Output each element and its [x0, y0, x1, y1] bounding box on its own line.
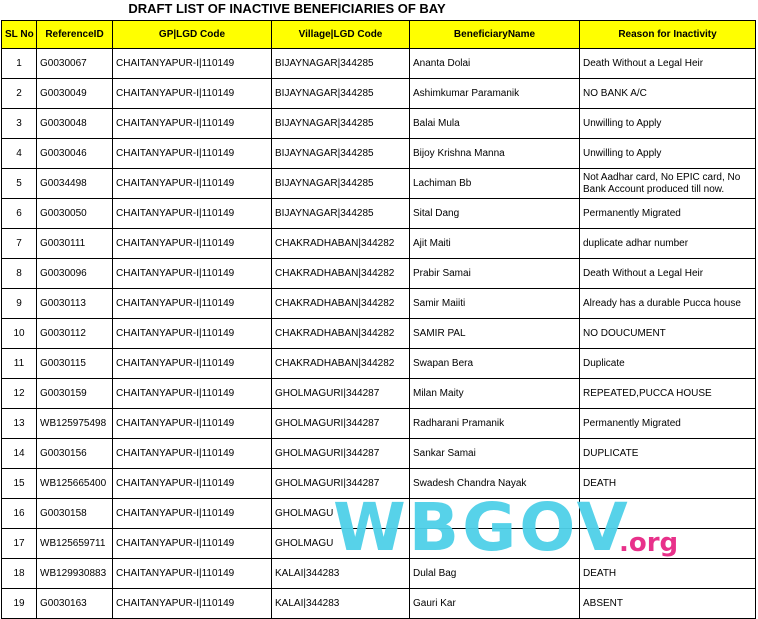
watermark-suffix-text: .org	[619, 528, 679, 558]
gp-cell: CHAITANYAPUR-I|110149	[113, 349, 272, 379]
beneficiary-name-cell: Balai Mula	[410, 109, 580, 139]
beneficiaries-table	[1, 20, 756, 619]
village-cell: GHOLMAGU	[272, 499, 410, 529]
reference-id-cell: WB125659711	[37, 529, 113, 559]
gp-cell: CHAITANYAPUR-I|110149	[113, 409, 272, 439]
sl-no-cell: 1	[2, 49, 37, 79]
beneficiary-name-cell: Prabir Samai	[410, 259, 580, 289]
gp-cell: CHAITANYAPUR-I|110149	[113, 109, 272, 139]
village-cell: BIJAYNAGAR|344285	[272, 199, 410, 229]
gp-cell: CHAITANYAPUR-I|110149	[113, 199, 272, 229]
reason-cell: DEATH	[580, 469, 756, 499]
sl-no-cell: 5	[2, 169, 37, 199]
sl-no-cell: 4	[2, 139, 37, 169]
beneficiary-name-cell	[410, 499, 580, 529]
reason-cell: Already has a durable Pucca house	[580, 289, 756, 319]
beneficiary-name-cell: Radharani Pramanik	[410, 409, 580, 439]
sl-no-cell: 13	[2, 409, 37, 439]
beneficiary-name-cell: SAMIR PAL	[410, 319, 580, 349]
village-cell: BIJAYNAGAR|344285	[272, 139, 410, 169]
gp-cell: CHAITANYAPUR-I|110149	[113, 589, 272, 619]
village-cell: GHOLMAGU	[272, 529, 410, 559]
sl-no-cell: 9	[2, 289, 37, 319]
table-row	[2, 229, 756, 259]
watermark-main-text: WBGOV	[333, 489, 631, 566]
reason-cell	[580, 499, 756, 529]
beneficiary-name-cell: Dulal Bag	[410, 559, 580, 589]
col-header-beneficiary-name: BeneficiaryName	[410, 21, 580, 49]
reason-cell: DUPLICATE	[580, 439, 756, 469]
reference-id-cell: G0030163	[37, 589, 113, 619]
table-row	[2, 439, 756, 469]
village-cell: GHOLMAGURI|344287	[272, 469, 410, 499]
beneficiary-name-cell	[410, 529, 580, 559]
gp-cell: CHAITANYAPUR-I|110149	[113, 229, 272, 259]
col-header-gp-lgd-code: GP|LGD Code	[113, 21, 272, 49]
table-body	[2, 49, 756, 619]
col-header-village-lgd-code: Village|LGD Code	[272, 21, 410, 49]
reason-cell: Death Without a Legal Heir	[580, 259, 756, 289]
beneficiary-name-cell: Samir Maiiti	[410, 289, 580, 319]
reference-id-cell: G0030112	[37, 319, 113, 349]
table-row	[2, 469, 756, 499]
village-cell: CHAKRADHABAN|344282	[272, 319, 410, 349]
village-cell: BIJAYNAGAR|344285	[272, 169, 410, 199]
reason-cell: DEATH	[580, 559, 756, 589]
sl-no-cell: 18	[2, 559, 37, 589]
table-row	[2, 349, 756, 379]
village-cell: CHAKRADHABAN|344282	[272, 259, 410, 289]
reason-cell: Not Aadhar card, No EPIC card, No Bank Account produced till now.	[580, 169, 756, 199]
gp-cell: CHAITANYAPUR-I|110149	[113, 289, 272, 319]
table-header-row	[2, 21, 756, 49]
page-title-text: DRAFT LIST OF INACTIVE BENEFICIARIES OF BAY	[128, 1, 446, 16]
sl-no-cell: 8	[2, 259, 37, 289]
beneficiary-name-cell: Sankar Samai	[410, 439, 580, 469]
reason-cell: NO DOUCUMENT	[580, 319, 756, 349]
sl-no-cell: 2	[2, 79, 37, 109]
table-row	[2, 259, 756, 289]
village-cell: GHOLMAGURI|344287	[272, 409, 410, 439]
reference-id-cell: G0034498	[37, 169, 113, 199]
reference-id-cell: G0030050	[37, 199, 113, 229]
reason-cell: Unwilling to Apply	[580, 109, 756, 139]
beneficiary-name-cell: Bijoy Krishna Manna	[410, 139, 580, 169]
sl-no-cell: 19	[2, 589, 37, 619]
reference-id-cell: G0030158	[37, 499, 113, 529]
table-row	[2, 589, 756, 619]
table-row	[2, 529, 756, 559]
reason-cell: NO BANK A/C	[580, 79, 756, 109]
village-cell: CHAKRADHABAN|344282	[272, 349, 410, 379]
village-cell: CHAKRADHABAN|344282	[272, 229, 410, 259]
reason-cell: Death Without a Legal Heir	[580, 49, 756, 79]
table-row	[2, 289, 756, 319]
village-cell: CHAKRADHABAN|344282	[272, 289, 410, 319]
beneficiary-name-cell: Milan Maity	[410, 379, 580, 409]
sl-no-cell: 6	[2, 199, 37, 229]
table-row	[2, 169, 756, 199]
gp-cell: CHAITANYAPUR-I|110149	[113, 439, 272, 469]
sl-no-cell: 12	[2, 379, 37, 409]
table-row	[2, 409, 756, 439]
reference-id-cell: G0030115	[37, 349, 113, 379]
gp-cell: CHAITANYAPUR-I|110149	[113, 529, 272, 559]
table-row	[2, 109, 756, 139]
reference-id-cell: G0030048	[37, 109, 113, 139]
page-title	[0, 0, 758, 18]
table-row	[2, 139, 756, 169]
village-cell: KALAI|344283	[272, 589, 410, 619]
reason-cell: duplicate adhar number	[580, 229, 756, 259]
reference-id-cell: G0030049	[37, 79, 113, 109]
gp-cell: CHAITANYAPUR-I|110149	[113, 379, 272, 409]
sl-no-cell: 14	[2, 439, 37, 469]
sl-no-cell: 10	[2, 319, 37, 349]
village-cell: GHOLMAGURI|344287	[272, 379, 410, 409]
village-cell: BIJAYNAGAR|344285	[272, 49, 410, 79]
reason-cell: Unwilling to Apply	[580, 139, 756, 169]
table-row	[2, 559, 756, 589]
village-cell: KALAI|344283	[272, 559, 410, 589]
village-cell: BIJAYNAGAR|344285	[272, 109, 410, 139]
table-row	[2, 319, 756, 349]
reference-id-cell: G0030113	[37, 289, 113, 319]
reference-id-cell: G0030096	[37, 259, 113, 289]
gp-cell: CHAITANYAPUR-I|110149	[113, 559, 272, 589]
reason-cell: Duplicate	[580, 349, 756, 379]
gp-cell: CHAITANYAPUR-I|110149	[113, 79, 272, 109]
gp-cell: CHAITANYAPUR-I|110149	[113, 169, 272, 199]
reference-id-cell: G0030067	[37, 49, 113, 79]
sl-no-cell: 17	[2, 529, 37, 559]
reason-cell: REPEATED,PUCCA HOUSE	[580, 379, 756, 409]
gp-cell: CHAITANYAPUR-I|110149	[113, 499, 272, 529]
beneficiary-name-cell: Sital Dang	[410, 199, 580, 229]
col-header-sl-no: SL No	[2, 21, 37, 49]
sl-no-cell: 3	[2, 109, 37, 139]
beneficiary-name-cell: Swadesh Chandra Nayak	[410, 469, 580, 499]
sl-no-cell: 7	[2, 229, 37, 259]
gp-cell: CHAITANYAPUR-I|110149	[113, 259, 272, 289]
sl-no-cell: 15	[2, 469, 37, 499]
table-row	[2, 379, 756, 409]
beneficiary-name-cell: Lachiman Bb	[410, 169, 580, 199]
reason-cell: ABSENT	[580, 589, 756, 619]
reason-cell: Permanently Migrated	[580, 199, 756, 229]
reference-id-cell: WB125975498	[37, 409, 113, 439]
gp-cell: CHAITANYAPUR-I|110149	[113, 469, 272, 499]
beneficiary-name-cell: Ashimkumar Paramanik	[410, 79, 580, 109]
beneficiary-name-cell: Ajit Maiti	[410, 229, 580, 259]
beneficiary-name-cell: Swapan Bera	[410, 349, 580, 379]
reference-id-cell: G0030046	[37, 139, 113, 169]
beneficiary-name-cell: Ananta Dolai	[410, 49, 580, 79]
table-row	[2, 199, 756, 229]
village-cell: BIJAYNAGAR|344285	[272, 79, 410, 109]
col-header-reason: Reason for Inactivity	[580, 21, 756, 49]
sl-no-cell: 11	[2, 349, 37, 379]
table-row	[2, 499, 756, 529]
reference-id-cell: G0030156	[37, 439, 113, 469]
reference-id-cell: WB125665400	[37, 469, 113, 499]
table-row	[2, 49, 756, 79]
table-row	[2, 79, 756, 109]
reference-id-cell: G0030111	[37, 229, 113, 259]
reason-cell: Permanently Migrated	[580, 409, 756, 439]
village-cell: GHOLMAGURI|344287	[272, 439, 410, 469]
sl-no-cell: 16	[2, 499, 37, 529]
reference-id-cell: WB129930883	[37, 559, 113, 589]
gp-cell: CHAITANYAPUR-I|110149	[113, 139, 272, 169]
gp-cell: CHAITANYAPUR-I|110149	[113, 49, 272, 79]
col-header-reference-id: ReferenceID	[37, 21, 113, 49]
reference-id-cell: G0030159	[37, 379, 113, 409]
reason-cell	[580, 529, 756, 559]
beneficiary-name-cell: Gauri Kar	[410, 589, 580, 619]
gp-cell: CHAITANYAPUR-I|110149	[113, 319, 272, 349]
